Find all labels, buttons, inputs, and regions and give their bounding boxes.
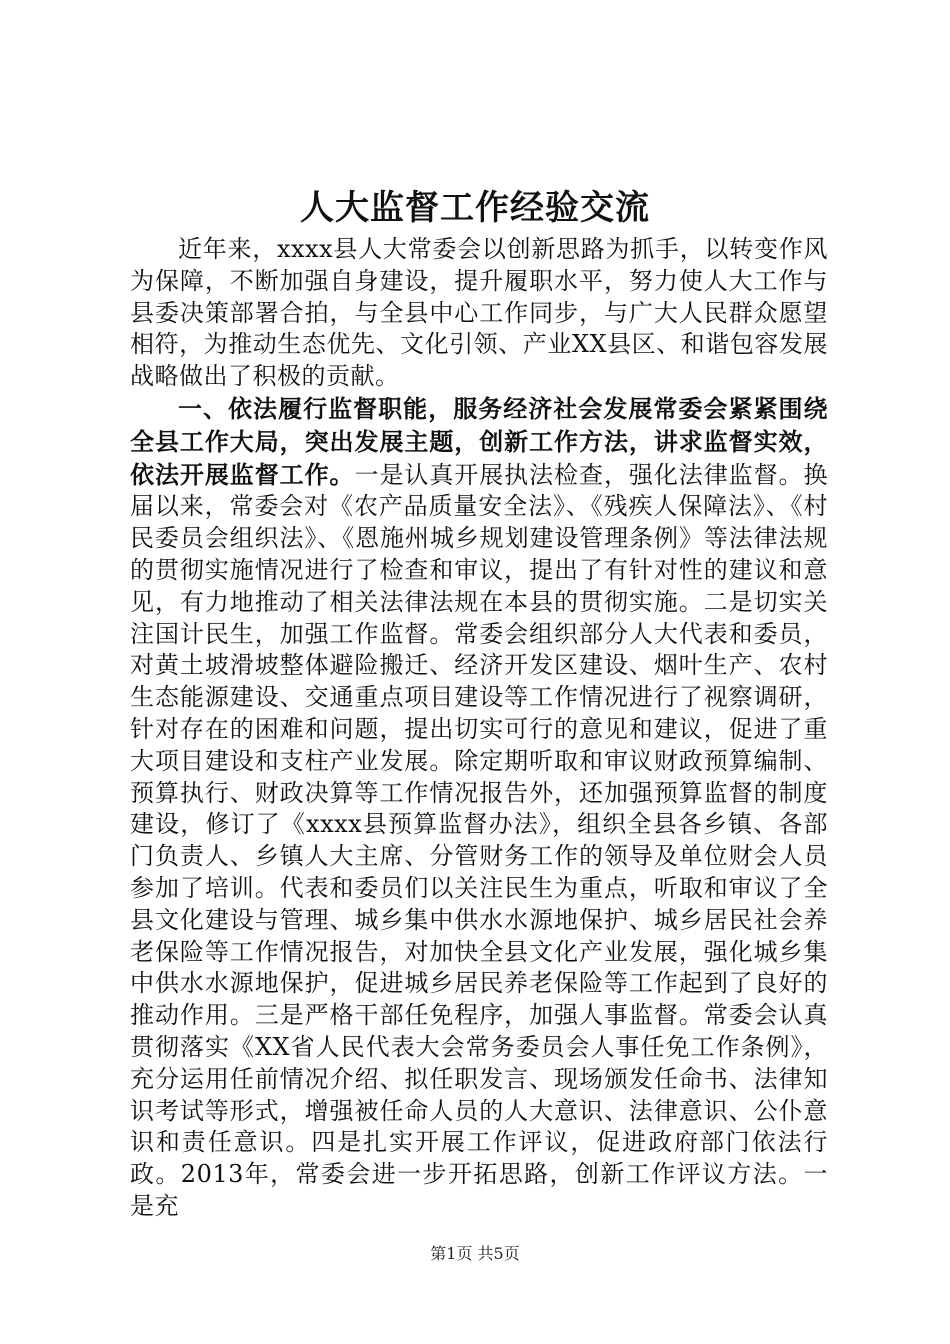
section-1-body: 一是认真开展执法检查，强化法律监督。换届以来，常委会对《农产品质量安全法》、《残疾人保障法》、《村民委员会组织法》、《恩施州城乡规划建设管理条例》等法律法规的贯彻实施情况进行了检查和审议，提出了有针对性的建议和意见，有力地推动了相关法律法规在本县的贯彻实施。二是切实关注国计民生，加强工作监督。常委会组织部分人大代表和委员，对黄土坡滑坡整体避险搬迁、经济开发区建设、烟叶生产、农村生态能源建设、交通重点项目建设等工作情况进行了视察调研，针对存在的困难和问题，提出切实可行的意见和建议，促进了重大项目建设和支柱产业发展。除定期听取和审议财政预算编制、预算执行、财政决算等工作情况报告外，还加强预算监督的制度建设，修订了《xxxx县预算监督办法》，组织全县各乡镇、各部门负责人、乡镇人大主席、分管财务工作的领导及单位财会人员参加了培训。代表和委员们以关注民生为重点，听取和审议了全县文化建设与管理、城乡集中供水水源地保护、城乡居民社会养老保险等工作情况报告，对加快全县文化产业发展，强化城乡集中供水水源地保护，促进城乡居民养老保险等工作起到了良好的推动作用。三是严格干部任免程序，加强人事监督。常委会认真贯彻落实《XX省人民代表大会常务委员会人事任免工作条例》，充分运用任前情况介绍、拟任职发言、现场颁发任命书、法律知识考试等形式，增强被任命人员的人大意识、法律意识、公仆意识和责任意识。四是扎实开展工作评议，促进政府部门依法行政。2013年，常委会进一步开拓思路，创新工作评议方法。一是充: [130, 460, 828, 1220]
paragraph-intro: 近年来，xxxx县人大常委会以创新思路为抓手，以转变作风为保障，不断加强自身建设，提升履职水平，努力使人大工作与县委决策部署合拍，与全县中心工作同步，与广大人民群众愿望相符，为推动生态优先、文化引领、产业XX县区、和谐包容发展战略做出了积极的贡献。: [130, 235, 828, 391]
section-1-heading: 一、依法履行监督职能，服务经济社会发展常委会紧紧围绕全县工作大局，突出发展主题，创新工作方法，讲求监督实效，依法开展监督工作。: [130, 393, 828, 489]
document-title: 人大监督工作经验交流: [300, 188, 650, 228]
paragraph-section-1: [130, 393, 828, 1223]
page-number-footer: 第1页 共5页: [430, 1244, 520, 1263]
document-body: [130, 234, 828, 1223]
